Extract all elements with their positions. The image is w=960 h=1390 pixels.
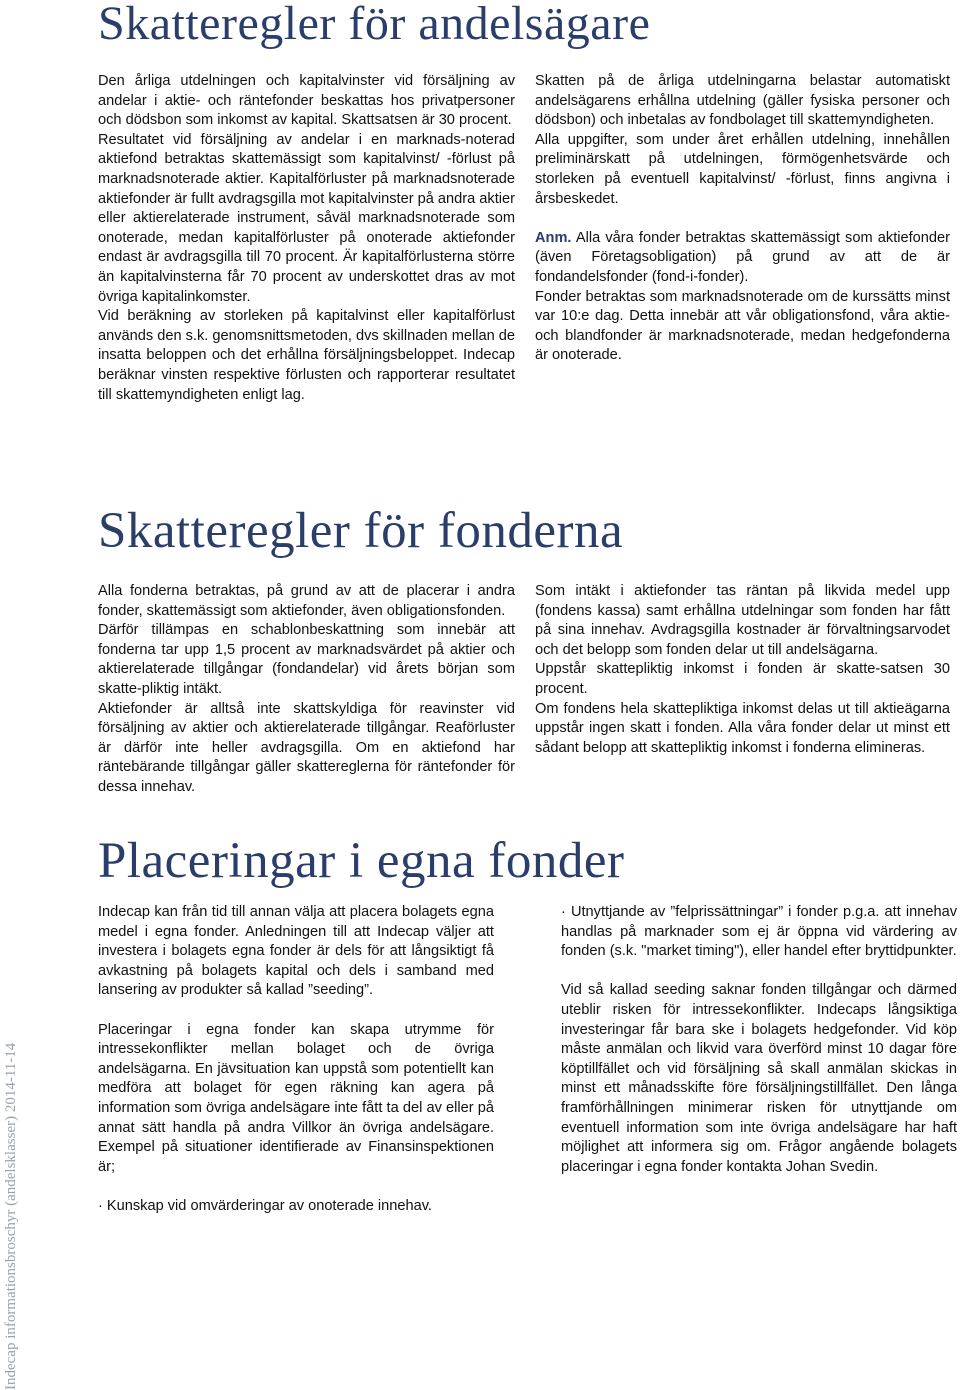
paragraph: Resultatet vid försäljning av andelar i en marknads-noterad aktiefond betraktas skattemässigt som kapitalvinst/ -förlust på marknadsnoterade aktier. Kapitalförluster på marknadsnoterade aktiefonder är fullt avdragsgilla mot kapitalvinster på andra aktier eller aktierelaterade instrument, såväl marknadsnoterade som onoterade, medan kapitalförluster på onoterade aktiefonder endast är avdragsgilla till 70 procent. Är kapitalförlusterna större än kapitalvinsterna får 70 procent av underskottet dras av mot övriga kapitalinkomster. [98,131,515,305]
section-title-tax-rules-funds: Skatteregler för fonderna [98,503,624,559]
paragraph: Indecap kan från tid till annan välja att placera bolagets egna medel i egna fonder. Anledningen till att Indecap väljer att investera i bolagets egna fonder är dels för att långsiktigt få avkastning på bolagets kapital och dels i samband med lansering av produkter så kallad ”seeding”. [98,904,494,999]
paragraph: Som intäkt i aktiefonder tas räntan på likvida medel upp (fondens kassa) samt erhållna utdelningar som fonden har fått på sina innehav. Avdragsgilla kostnader är förvaltningsarvodet och det belopp som fonden delar ut till andelsägarna. [535,583,950,658]
section2-right-column [535,582,950,758]
note-text: Alla våra fonder betraktas skattemässigt som aktiefonder (även Företagsobligation) på grund av att de är fondandelsfonder (fond-i-fonder). [535,229,950,285]
side-document-label: Indecap informationsbroschyr (andelsklasser) 2014-11-14 [3,1042,19,1390]
paragraph: Skatten på de årliga utdelningarna belastar automatiskt andelsägarens erhållna utdelning (gäller fysiska personer och dödsbon) och inbetalas av fondbolaget till skattemyndigheten. [535,73,950,129]
section1-left-column [98,72,515,405]
paragraph: Alla fonderna betraktas, på grund av att de placerar i andra fonder, skattemässigt som aktiefonder, även obligationsfonden. [98,583,515,619]
section3-right-column [561,903,957,1177]
paragraph: Fonder betraktas som marknadsnoterade om de kurssätts minst var 10:e dag. Detta innebär att vår obligationsfond, våra aktie- och blandfonder är marknadsnoterade, medan hedgefonderna är onoterade. [535,288,950,364]
section3-left-column [98,903,494,1217]
paragraph: Aktiefonder är alltså inte skattskyldiga för reavinster vid försäljning av aktier och aktierelaterade tillgångar. Reaförluster är därför inte heller avdragsgilla. Om en aktiefond har räntebärande tillgångar gäller skattereglerna för räntefonder för dessa innehav. [98,700,515,795]
note-label: Anm. [535,229,572,246]
paragraph: Den årliga utdelningen och kapitalvinster vid försäljning av andelar i aktie- och räntefonder beskattas hos privatpersoner och dödsbon som inkomst av kapital. Skattsatsen är 30 procent. [98,73,515,129]
bullet-paragraph: · Utnyttjande av ”felprissättningar” i fonder p.g.a. att innehav handlas på marknader som ej är öppna vid värdering av fonden (s.k. "market timing"), eller handel efter bryttidpunkter. [561,904,957,960]
paragraph: Om fondens hela skattepliktiga inkomst delas ut till aktieägarna uppstår ingen skatt i fonden. Alla våra fonder delar ut minst ett sådant belopp att skattepliktig inkomst i fonderna elimineras. [535,700,950,756]
paragraph: Alla uppgifter, som under året erhållen utdelning, innehållen preliminärskatt på utdelningen, förmögenhetsvärde och storleken på eventuell kapitalvinst/ -förlust, finns angivna i årsbeskedet. [535,131,950,207]
paragraph: Därför tillämpas en schablonbeskattning som innebär att fonderna tar upp 1,5 procent av marknadsvärdet på aktier och aktierelaterade tillgångar (fondandelar) vid årets början som skatte-pliktig intäkt. [98,622,515,697]
bullet-paragraph: · Kunskap vid omvärderingar av onoterade innehav. [98,1197,432,1214]
paragraph: Placeringar i egna fonder kan skapa utrymme för intressekonflikter mellan bolaget och de övriga andelsägarna. En jävsituation kan uppstå som potentiellt kan medföra att bolaget för egen räkning kan agera på information som övriga andelsägare inte fått ta del av eller på annat sätt handla på andra Villkor än övriga andelsägare. Exempel på situationer identifierade av Finansinspektionen är; [98,1021,494,1175]
section-title-own-fund-placements: Placeringar i egna fonder [98,833,625,889]
paragraph: Vid så kallad seeding saknar fonden tillgångar och därmed uteblir risken för intressekonflikter. Indecaps långsiktiga investeringar får bara ske i bolagets hedgefonder. Vid köp måste anmälan och likvid vara överförd minst 10 dagar före köptillfället och vid försäljning så skall anmälan skickas in minst ett månadsskifte före försäljningstillfället. Den långa framförhållningen minimerar risken för utnyttjande om eventuell information som inte övriga andelsägare har haft möjlighet att informera sig om. Frågor angående bolagets placeringar i egna fonder kontakta Johan Svedin. [561,982,957,1175]
note-paragraph [535,229,950,288]
section-title-tax-rules-shareholders: Skatteregler för andelsägare [98,0,651,50]
section2-left-column [98,582,515,798]
paragraph: Vid beräkning av storleken på kapitalvinst eller kapitalförlust används den s.k. genomsnittsmetoden, dvs skillnaden mellan de insatta beloppen och det erhållna försäljningsbeloppet. Indecap beräknar vinsten respektive förlusten och rapporterar resultatet till skattemyndigheten enligt lag. [98,308,515,403]
paragraph: Uppstår skattepliktig inkomst i fonden är skatte-satsen 30 procent. [535,661,950,697]
section1-right-column [535,72,950,366]
